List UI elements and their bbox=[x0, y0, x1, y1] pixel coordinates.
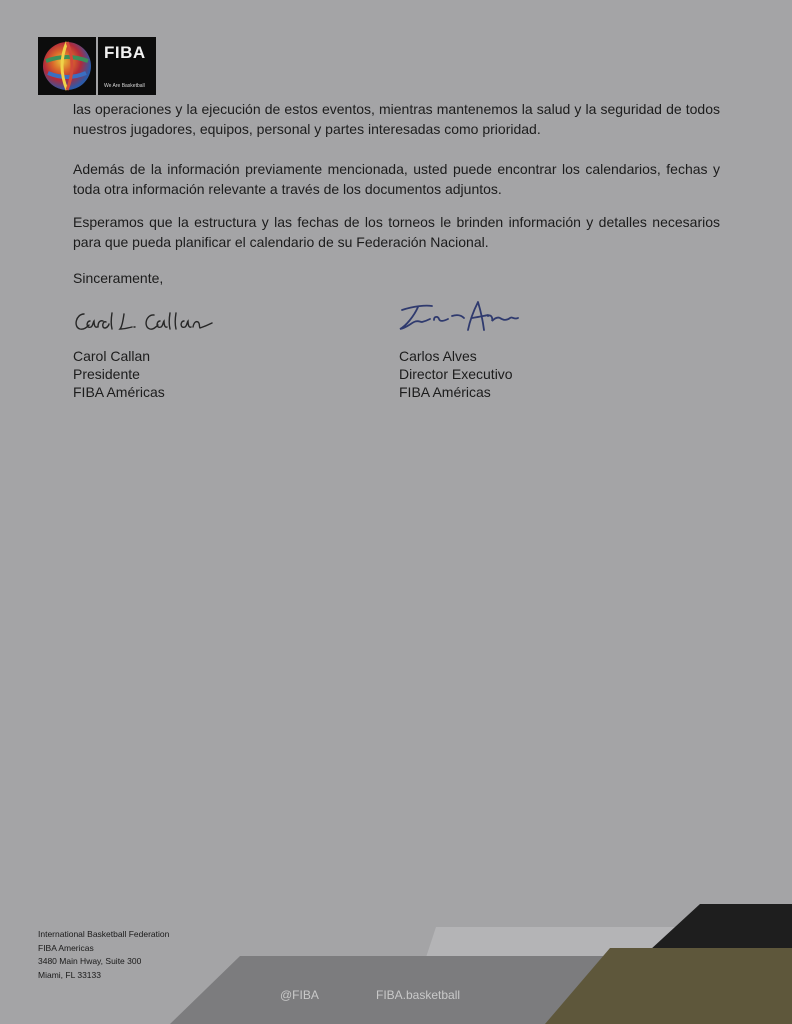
signatory-org: FIBA Américas bbox=[399, 384, 491, 400]
basketball-globe-icon bbox=[38, 37, 96, 95]
signatory-org: FIBA Américas bbox=[73, 384, 165, 400]
signatory-title: Director Executivo bbox=[399, 366, 513, 382]
footer-address bbox=[38, 928, 169, 982]
carlos-alves-signature bbox=[392, 296, 522, 338]
signatory-name: Carlos Alves bbox=[399, 348, 477, 364]
body-paragraph-2: Además de la información previamente mencionada, usted puede encontrar los calendarios, fechas y toda otra información relevante a través de los documentos adjuntos. bbox=[73, 161, 720, 197]
address-line: International Basketball Federation bbox=[38, 929, 170, 939]
fiba-logo bbox=[38, 37, 156, 95]
body-paragraph-3: Esperamos que la estructura y las fechas de los torneos le brinden información y detalles necesarios para que pueda planificar el calendario de su Federación Nacional. bbox=[73, 214, 720, 250]
address-line: 3480 Main Hway, Suite 300 bbox=[38, 956, 142, 966]
signatory-2 bbox=[399, 347, 513, 401]
signatory-1 bbox=[73, 347, 165, 401]
website-link[interactable]: FIBA.basketball bbox=[376, 988, 461, 1002]
body-paragraph-1: las operaciones y la ejecución de estos eventos, mientras mantenemos la salud y la seguridad de todos nuestros jugadores, equipos, personal y partes interesadas como prioridad. bbox=[73, 101, 720, 137]
closing-salutation: Sinceramente, bbox=[73, 270, 164, 286]
signatory-title: Presidente bbox=[73, 366, 140, 382]
signatory-name: Carol Callan bbox=[73, 348, 151, 364]
brand-tagline: We Are Basketball bbox=[104, 83, 145, 89]
carol-callan-signature bbox=[70, 305, 215, 335]
social-handle: @FIBA bbox=[280, 988, 319, 1002]
address-line: FIBA Americas bbox=[38, 942, 94, 953]
brand-name: FIBA bbox=[104, 43, 146, 62]
address-line: Miami, FL 33133 bbox=[38, 969, 101, 980]
